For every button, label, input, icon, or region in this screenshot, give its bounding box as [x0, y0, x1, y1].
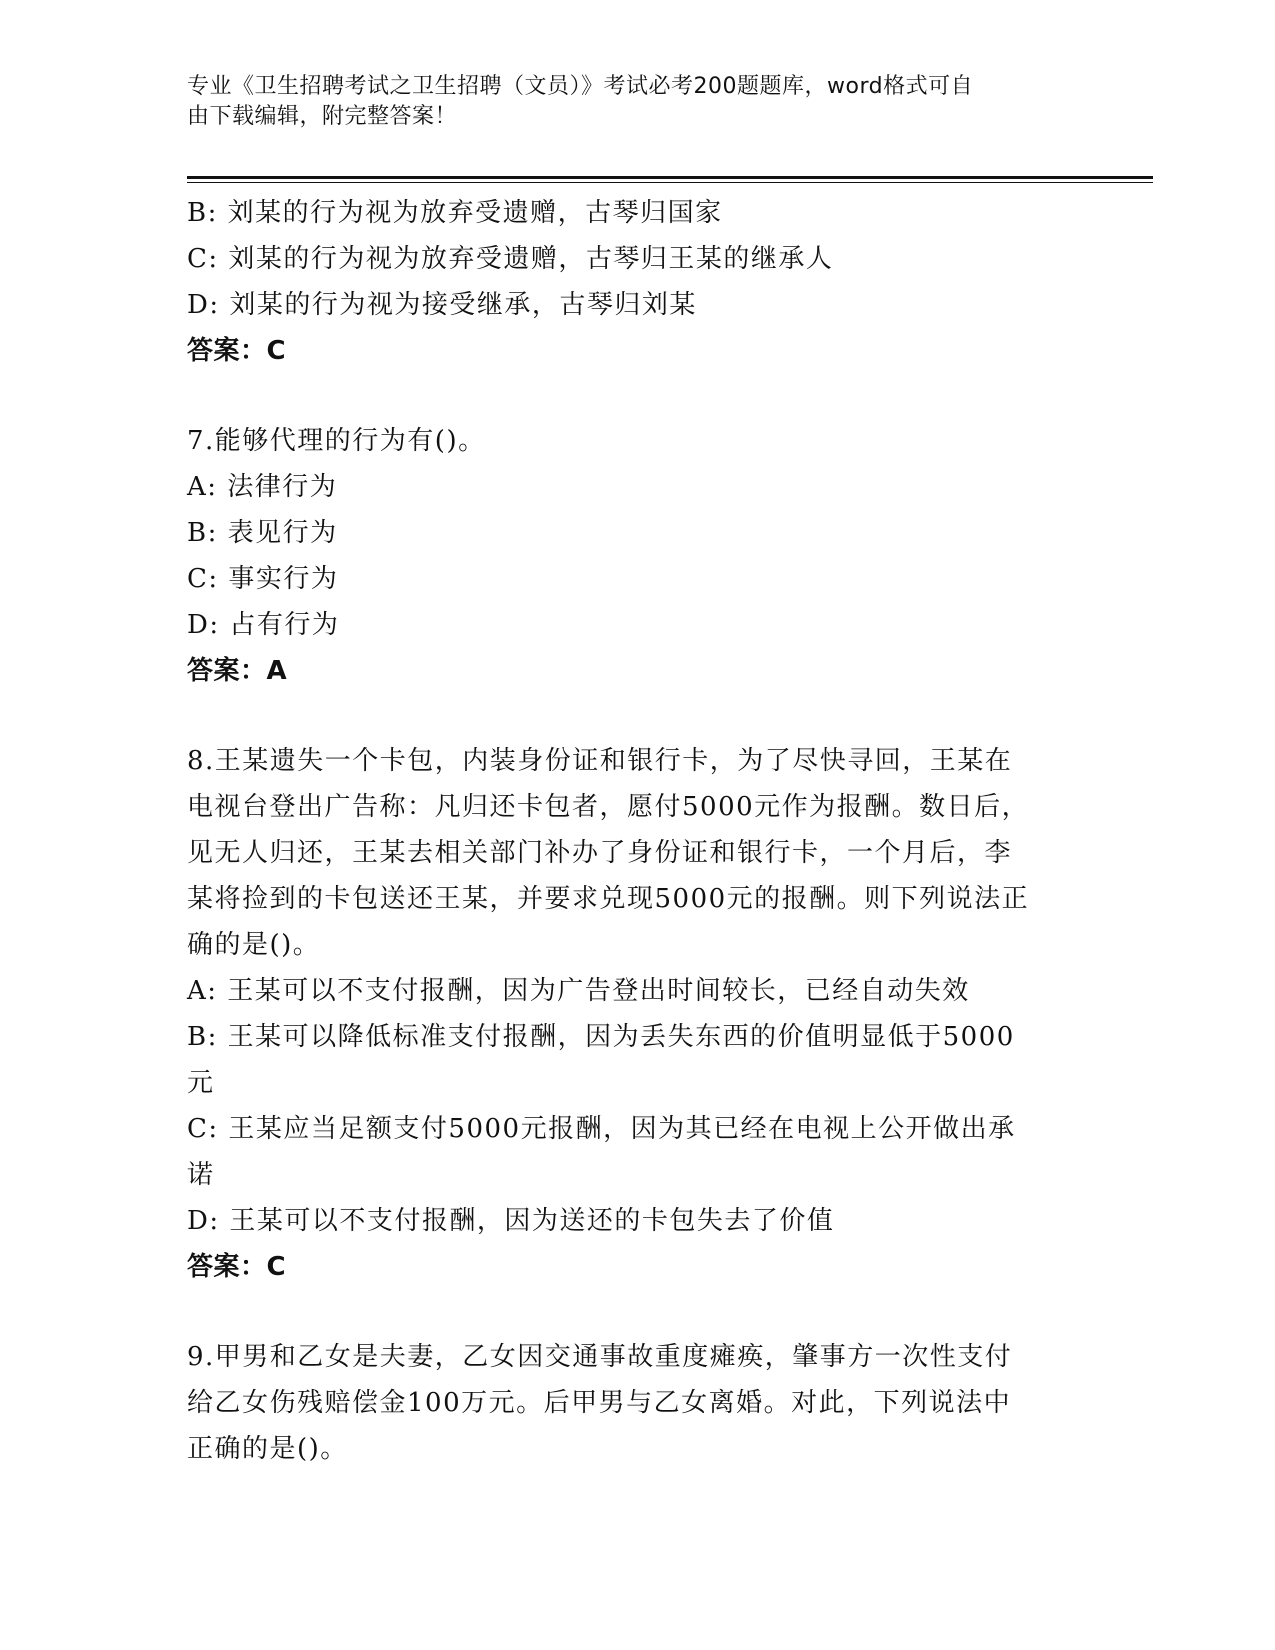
q8-answer: 答案：C: [187, 1252, 287, 1282]
q6-option-b: B: 刘某的行为视为放弃受遗赠，古琴归国家: [187, 198, 723, 228]
question-6: [187, 190, 1087, 374]
q8-option-c-line: C: 王某应当足额支付5000元报酬，因为其已经在电视上公开做出承: [187, 1114, 1016, 1144]
spacer: [187, 1290, 1087, 1334]
question-7: [187, 418, 1087, 694]
q9-question-line: 给乙女伤残赔偿金100万元。后甲男与乙女离婚。对此，下列说法中: [187, 1388, 1012, 1418]
q7-option-d: D: 占有行为: [187, 610, 340, 640]
q7-option-c: C: 事实行为: [187, 564, 339, 594]
question-9: [187, 1334, 1087, 1472]
q9-question-line: 正确的是()。: [187, 1434, 348, 1464]
q6-option-c: C: 刘某的行为视为放弃受遗赠，古琴归王某的继承人: [187, 244, 834, 274]
document-header: [187, 72, 1087, 132]
q8-option-d: D: 王某可以不支付报酬，因为送还的卡包失去了价值: [187, 1206, 835, 1236]
q8-option-b-line: 元: [187, 1068, 215, 1098]
q8-option-b-line: B: 王某可以降低标准支付报酬，因为丢失东西的价值明显低于5000: [187, 1022, 1015, 1052]
header-line-2: 由下载编辑，附完整答案！: [187, 104, 458, 129]
spacer: [187, 694, 1087, 738]
header-rule-thin: [187, 182, 1153, 183]
q8-question-line: 某将捡到的卡包送还王某，并要求兑现5000元的报酬。则下列说法正: [187, 884, 1030, 914]
q8-question-line: 见无人归还，王某去相关部门补办了身份证和银行卡，一个月后，李: [187, 838, 1013, 868]
q9-question-line: 9.甲男和乙女是夫妻，乙女因交通事故重度瘫痪，肇事方一次性支付: [187, 1342, 1013, 1372]
q8-question-line: 电视台登出广告称：凡归还卡包者，愿付5000元作为报酬。数日后，: [187, 792, 1030, 822]
header-rule-thick: [187, 176, 1153, 179]
q7-question: 7.能够代理的行为有()。: [187, 426, 486, 456]
q6-option-d: D: 刘某的行为视为接受继承，古琴归刘某: [187, 290, 697, 320]
q7-option-b: B: 表见行为: [187, 518, 338, 548]
q8-question-line: 确的是()。: [187, 930, 321, 960]
q7-option-a: A: 法律行为: [187, 472, 338, 502]
header-line-1: 专业《卫生招聘考试之卫生招聘（文员）》考试必考200题题库，word格式可自: [187, 74, 974, 99]
spacer: [187, 374, 1087, 418]
q7-answer: 答案：A: [187, 656, 288, 686]
question-8: [187, 738, 1087, 1290]
document-body: [187, 190, 1087, 1472]
q8-question-line: 8.王某遗失一个卡包，内装身份证和银行卡，为了尽快寻回，王某在: [187, 746, 1013, 776]
q8-option-c-line: 诺: [187, 1160, 215, 1190]
q8-option-a: A: 王某可以不支付报酬，因为广告登出时间较长，已经自动失效: [187, 976, 970, 1006]
q6-answer: 答案：C: [187, 336, 287, 366]
